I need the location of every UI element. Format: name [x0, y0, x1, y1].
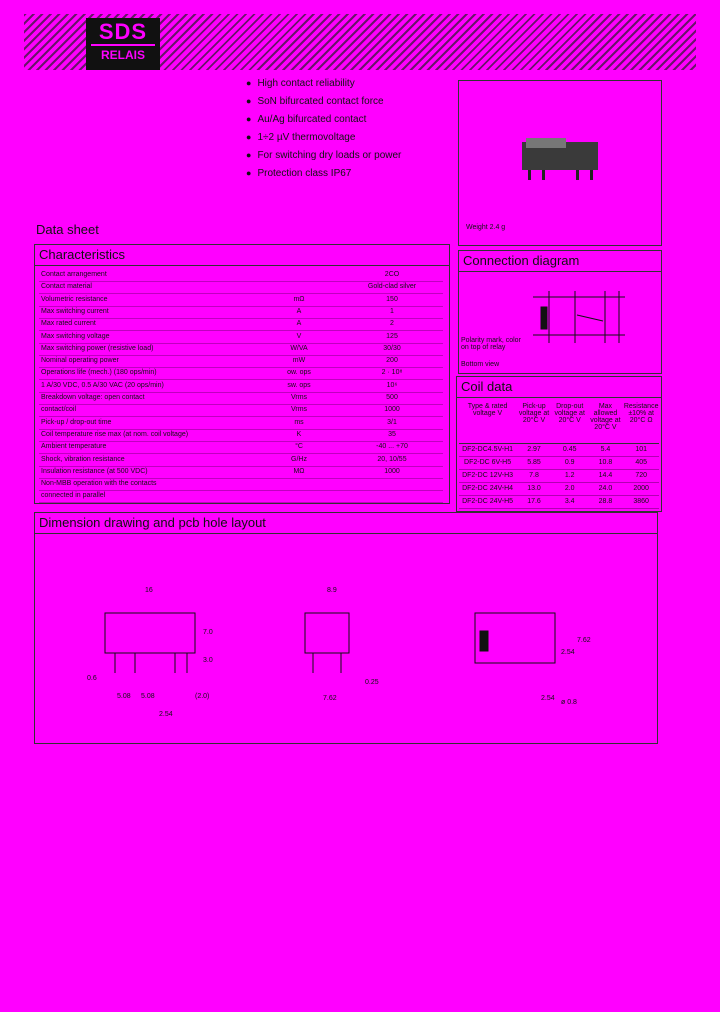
characteristic-unit: W/VA [290, 344, 308, 352]
characteristic-value: 2 [390, 320, 394, 328]
coil-table-header [459, 403, 659, 444]
feature-item: ● Au/Ag bifurcated contact [246, 110, 401, 128]
characteristic-label: Max switching voltage [41, 332, 110, 340]
characteristic-value: 2CO [384, 271, 400, 278]
characteristics-row [39, 392, 443, 405]
coil-cell: 101 [635, 446, 647, 453]
coil-table [459, 403, 659, 509]
characteristics-row [39, 367, 443, 380]
coil-header-cell: Resistance ±10% at 20°C Ω [623, 403, 659, 424]
characteristics-row [39, 380, 443, 393]
coil-cell: 2.97 [527, 446, 541, 453]
data-sheet-title: Data sheet [36, 222, 99, 237]
coil-cell: 2000 [633, 485, 649, 492]
characteristic-label: Ambient temperature [41, 443, 107, 451]
characteristic-label: Operations life (mech.) (180 ops/min) [41, 369, 157, 377]
dim-label: ø 0.8 [561, 699, 577, 706]
characteristic-label: Non-MBB operation with the contacts [41, 480, 157, 488]
characteristic-label: connected in parallel [41, 492, 106, 500]
characteristics-row [39, 318, 443, 331]
characteristics-section [34, 244, 450, 504]
coil-cell: 14.4 [598, 472, 613, 479]
characteristic-value: 30/30 [383, 344, 401, 352]
characteristics-row [39, 294, 443, 307]
characteristic-value: Gold-clad silver [367, 283, 417, 291]
characteristic-value: 2 · 10⁸ [381, 369, 403, 377]
coil-title: Coil data [457, 377, 661, 398]
connection-diagram-section [458, 250, 662, 374]
coil-cell: 10.8 [598, 459, 613, 466]
characteristic-label: 1 A/30 VDC, 0.5 A/30 VAC (20 ops/min) [41, 381, 164, 389]
characteristic-unit: A [296, 320, 302, 328]
characteristic-unit: ms [294, 418, 304, 426]
characteristics-row [39, 441, 443, 454]
characteristic-label: Pick-up / drop-out time [41, 418, 112, 426]
dim-label: 5.08 [117, 693, 131, 700]
characteristic-value: 1 [390, 307, 394, 315]
characteristic-label: contact/coil [41, 406, 77, 414]
characteristic-label: Coil temperature rise max (at nom. coil voltage) [41, 430, 189, 438]
coil-cell: 5.85 [527, 459, 541, 466]
coil-cell: DF2-DC 24V-H4 [462, 485, 514, 492]
characteristic-unit: V [296, 332, 302, 340]
characteristic-label: Contact arrangement [41, 271, 107, 278]
characteristics-row [39, 454, 443, 467]
characteristic-unit: °C [295, 443, 303, 451]
dim-label: (2.0) [195, 693, 210, 700]
characteristic-unit: ow. ops [287, 369, 311, 377]
logo-bottom-text: RELAIS [91, 44, 155, 64]
feature-item: ● SoN bifurcated contact force [246, 92, 401, 110]
coil-cell: 1.2 [564, 472, 575, 479]
characteristic-value: 35 [388, 430, 396, 438]
characteristic-value: 200 [386, 357, 398, 365]
coil-cell: 13.0 [527, 485, 541, 492]
dimension-section [34, 512, 658, 744]
coil-cell: DF2-DC 12V-H3 [462, 472, 514, 479]
feature-item: ● High contact reliability [246, 74, 401, 92]
feature-item: ● 1÷2 µV thermovoltage [246, 128, 401, 146]
logo-top-text: SDS [98, 19, 148, 44]
characteristics-row [39, 355, 443, 368]
characteristic-label: Volumetric resistance [41, 295, 108, 303]
characteristic-unit: mW [292, 357, 306, 365]
dim-label: 3.0 [203, 657, 213, 664]
coil-cell: DF2-DC 24V-H5 [462, 498, 514, 505]
coil-table-row [459, 444, 659, 457]
coil-cell: 405 [635, 459, 647, 466]
coil-header-cell: Pick-up voltage at 20°C V [518, 403, 550, 424]
dim-label: 2.54 [561, 649, 575, 656]
characteristic-value: -40 ... +70 [376, 443, 408, 451]
characteristics-row [39, 343, 443, 356]
characteristics-row [39, 466, 443, 479]
coil-cell: 17.6 [527, 498, 541, 505]
feature-item: ● For switching dry loads or power [246, 146, 401, 164]
coil-table-row [459, 496, 659, 509]
characteristic-label: Max rated current [41, 320, 96, 328]
characteristics-row [39, 490, 443, 503]
coil-table-row [459, 483, 659, 496]
feature-item: ● Protection class IP67 [246, 164, 401, 182]
characteristic-label: Shock, vibration resistance [41, 455, 125, 463]
coil-cell: 7.8 [529, 472, 539, 479]
characteristic-unit: mΩ [293, 295, 305, 303]
coil-table-row [459, 457, 659, 470]
characteristics-row [39, 331, 443, 344]
dim-label: 0.6 [87, 675, 97, 682]
coil-cell: 3.4 [564, 498, 575, 505]
characteristic-label: Breakdown voltage: open contact [41, 394, 145, 401]
dim-label: 8.9 [327, 587, 337, 594]
coil-cell: 24.0 [598, 485, 613, 492]
characteristic-unit: MΩ [293, 467, 305, 475]
coil-header-cell: Type & rated voltage V [467, 403, 508, 417]
characteristic-unit: K [296, 430, 302, 438]
coil-cell: 0.45 [562, 446, 577, 453]
coil-header-cell: Drop-out voltage at 20°C V [554, 403, 585, 424]
feature-list [246, 74, 401, 182]
characteristic-label: Max switching power (resistive load) [41, 344, 154, 352]
characteristic-label: Nominal operating power [41, 357, 119, 365]
characteristic-value: 1000 [384, 467, 400, 475]
polarity-note: Polarity mark, color on top of relay [461, 337, 521, 351]
characteristics-row [39, 417, 443, 430]
coil-cell: 720 [635, 472, 647, 479]
dim-label: 16 [145, 587, 153, 594]
characteristic-value: 20, 10/55 [377, 455, 407, 463]
connection-diagram [519, 287, 639, 351]
characteristics-row [39, 478, 443, 491]
characteristic-value: 500 [386, 394, 398, 401]
weight-label: Weight 2.4 g [466, 224, 506, 231]
characteristic-unit: Vrms [290, 406, 308, 414]
characteristic-unit: G/Hz [291, 455, 307, 463]
coil-cell: 3860 [633, 498, 649, 505]
coil-cell: 5.4 [600, 446, 611, 453]
coil-data-section [456, 376, 662, 512]
characteristic-value: 150 [386, 295, 398, 303]
characteristics-row [39, 306, 443, 319]
characteristic-label: Contact material [41, 283, 92, 291]
characteristic-unit: sw. ops [287, 381, 311, 389]
sds-relais-logo [86, 18, 160, 70]
dim-label: 2.54 [159, 711, 173, 718]
coil-cell: 2.0 [564, 485, 575, 492]
relay-photo [512, 132, 612, 184]
dim-label: 7.62 [577, 637, 591, 644]
characteristic-value: 1000 [384, 406, 400, 414]
coil-cell: 28.8 [598, 498, 613, 505]
characteristics-title: Characteristics [35, 245, 449, 266]
dim-label: 0.25 [365, 679, 379, 686]
coil-table-row [459, 470, 659, 483]
coil-cell: DF2-DC 6V-H5 [464, 459, 512, 466]
characteristic-unit: Vrms [290, 394, 308, 401]
dim-label: 5.08 [141, 693, 155, 700]
coil-header-cell: Max allowed voltage at 20°C V [590, 403, 621, 431]
bottom-view-label: Bottom view [461, 361, 500, 368]
characteristic-unit: A [296, 307, 302, 315]
dim-label: 2.54 [541, 695, 555, 702]
characteristic-label: Insulation resistance (at 500 VDC) [41, 467, 148, 475]
coil-cell: DF2-DC4.5V-H1 [462, 446, 514, 453]
dim-label: 7.62 [323, 695, 337, 702]
characteristics-row [39, 429, 443, 442]
characteristic-label: Max switching current [41, 307, 109, 315]
characteristics-row [39, 404, 443, 417]
characteristic-value: 10⁶ [386, 381, 398, 389]
connection-title: Connection diagram [459, 251, 661, 272]
characteristics-row [39, 281, 443, 294]
characteristics-row [39, 269, 443, 282]
dim-label: 7.0 [203, 629, 213, 636]
coil-cell: 0.9 [564, 459, 575, 466]
characteristic-value: 3/1 [387, 418, 397, 426]
characteristic-value: 125 [386, 332, 398, 340]
dimension-title: Dimension drawing and pcb hole layout [35, 513, 657, 534]
